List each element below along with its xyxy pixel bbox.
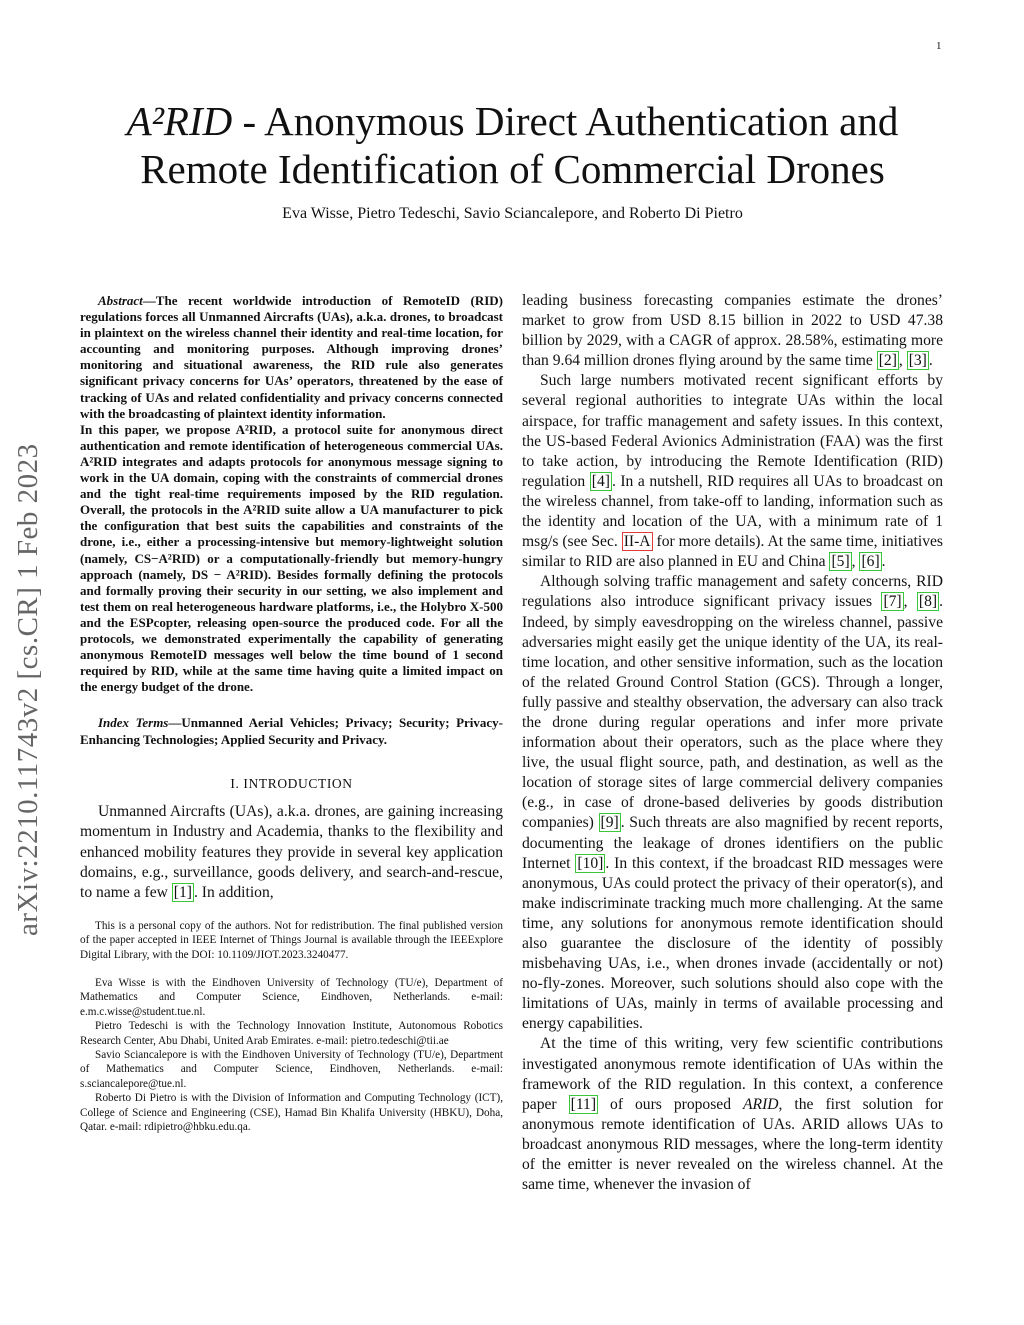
page-number: 1 xyxy=(936,40,942,52)
text-run: Such large numbers motivated recent significant efforts by several regional authorities to integrate UAs within the local airspace, for traffic management and safety issues. In this context, the US-based Federal Avionics Administration (FAA) was the first to take action, by introducing the Remote Identification (RID) regulation xyxy=(522,372,943,490)
body-paragraph-3 xyxy=(522,572,943,1034)
citation-link[interactable]: [1] xyxy=(173,883,192,901)
text-run: , the first solution for anonymous remote identification of UAs. ARID allows UAs to broadcast anonymous RID messages, where the long-term identity of the emitter is never revealed on the wireless channel. At the same time, whenever the invasion of xyxy=(522,1095,943,1194)
citation-link[interactable]: [4] xyxy=(591,472,610,490)
intro-text: Unmanned Aircrafts (UAs), a.k.a. drones, are gaining increasing momentum in Industry and Academia, thanks to the flexibility and enhanced mobility features they provide in several key application domains, e.g., surveillance, goods delivery, and search-and-rescue, to name a few xyxy=(80,803,503,901)
citation-link[interactable]: [9] xyxy=(600,814,619,832)
abstract-paragraph-1: —The recent worldwide introduction of RemoteID (RID) regulations forces all Unmanned Aircrafts (UAs), a.k.a. drones, to broadcast in plaintext on the wireless channel their identity and real-time location, for accounting and monitoring purposes. Although improving drones’ monitoring and situational awareness, the RID rule also generates significant privacy concerns for UAs’ operators, threatened by the ease of tracking of UAs and related confidentiality and privacy concerns connected with the broadcasting of plaintext identity information. xyxy=(80,293,503,421)
citation-link[interactable]: [2] xyxy=(878,352,897,370)
intro-paragraph-1 xyxy=(80,802,503,902)
text-run: . Indeed, by simply eavesdropping on the wireless channel, passive adversaries might easily get the unique identity of the UA, its real-time location, and other sensitive information, such as the location of the related Ground Control Station (GCS). Through a longer, fully passive and stealthy observation, the adversary can also track the drone during regular operations and infer more private information about their operators, such as the place where they live, the usual flight source, path, and destination, as well as the location of storage sites of large commercial delivery companies (e.g., in case of drone-based deliveries by goods distribution companies) xyxy=(522,593,943,832)
text-run: . xyxy=(881,553,886,571)
index-terms-label: Index Terms xyxy=(98,715,169,731)
text-run: for more details). At the same time, initiatives similar to RID are also planned in EU and China xyxy=(522,533,943,571)
paper-title xyxy=(90,97,935,193)
intro-text-end: . In addition, xyxy=(193,883,274,901)
text-run: . xyxy=(928,352,933,370)
text-run: At the time of this writing, very few scientific contributions investigated anonymous remote identification of UAs within the framework of the RID regulation. In this context, a conference paper xyxy=(522,1035,943,1113)
copy-notice: This is a personal copy of the authors. Not for redistribution. The final published version of the paper accepted in IEEE Internet of Things Journal is available through the IEEExplore Digital Library, with the DOI: 10.1109/JIOT.2023.3240477. xyxy=(80,919,503,961)
title-math: A²RID xyxy=(126,98,233,144)
index-terms xyxy=(80,715,503,748)
affiliation-dipietro: Roberto Di Pietro is with the Division of Information and Computing Technology (ICT), College of Science and Engineering (CSE), Hamad Bin Khalifa University (HBKU), Doha, Qatar. e-mail: rdipietro@hbku.edu.qa. xyxy=(80,1092,503,1134)
arid-emphasis: ARID xyxy=(743,1095,779,1113)
text-run: leading business forecasting companies estimate the drones’ market to grow from USD 8.15 billion in 2022 to USD 47.38 billion by 2029, with a CAGR of approx. 28.58%, estimating more than 9.64 million drones flying around by the same time xyxy=(522,292,943,370)
text-run: , xyxy=(898,352,907,370)
citation-link[interactable]: [6] xyxy=(861,553,880,571)
index-terms-text: —Unmanned Aerial Vehicles; Privacy; Security; Privacy-Enhancing Technologies; Applied Security and Privacy. xyxy=(80,715,503,747)
affiliation-wisse: Eva Wisse is with the Eindhoven University of Technology (TU/e), Department of Mathematics and Computer Science, Eindhoven, Netherlands. e-mail: e.m.c.wisse@student.tue.nl. xyxy=(80,977,503,1018)
arxiv-stamp: arXiv:2210.11743v2 [cs.CR] 1 Feb 2023 xyxy=(12,443,44,936)
right-column xyxy=(522,291,943,1195)
text-run: , xyxy=(851,553,860,571)
citation-link[interactable]: [5] xyxy=(831,553,850,571)
body-paragraph-2 xyxy=(522,371,943,572)
left-column xyxy=(80,293,503,1135)
text-run: Although solving traffic management and safety concerns, RID regulations also introduce significant privacy issues xyxy=(522,573,943,611)
title-line1: - Anonymous Direct Authentication and xyxy=(232,98,899,144)
abstract xyxy=(80,293,503,695)
section-reference-link[interactable]: II-A xyxy=(623,533,651,551)
abstract-paragraph-2: In this paper, we propose A²RID, a protocol suite for anonymous direct authentication and remote identification of heterogeneous commercial UAs. A²RID integrates and adapts protocols for anonymous message signing to work in the UA domain, coping with the constraints of commercial drones and the tight real-time requirements imposed by the RID regulation. Overall, the protocols in the A²RID suite allow a UA manufacturer to pick the configuration that best suits the capabilities and constraints of the drone, i.e., either a processing-intensive but memory-lightweight solution (namely, CS−A²RID) or a computationally-friendly but memory-hungry approach (namely, DS − A²RID). Besides formally defining the protocols and formally proving their security in our setting, we also implement and test them on real heterogeneous hardware platforms, i.e., the Holybro X-500 and the ESPcopter, releasing open-source the produced code. For all the protocols, we demonstrated experimentally the capability of generating anonymous RemoteID messages well below the time bound of 1 second required by RID, while at the same time having quite a limited impact on the energy budget of the drone. xyxy=(80,421,503,695)
affiliation-sciancalepore: Savio Sciancalepore is with the Eindhoven University of Technology (TU/e), Department of Mathematics and Computer Science, Eindhoven, Netherlands. e-mail: s.sciancalepore@tue.nl. xyxy=(80,1049,503,1090)
author-list: Eva Wisse, Pietro Tedeschi, Savio Sciancalepore, and Roberto Di Pietro xyxy=(282,205,743,222)
citation-link[interactable]: [7] xyxy=(883,593,902,611)
text-run: of ours proposed xyxy=(598,1095,744,1113)
text-run: , xyxy=(903,593,917,611)
text-run: . Such threats are also magnified by recent reports, documenting the leakage of drones identifiers on the public Internet xyxy=(522,814,943,872)
text-run: . In a nutshell, RID requires all UAs to broadcast on the wireless channel, from take-off to landing, information such as the identity and location of the UA, with a minimum rate of 1 msg/s (see Sec. xyxy=(522,472,943,551)
body-paragraph-4 xyxy=(522,1034,943,1195)
citation-link[interactable]: [3] xyxy=(908,352,927,370)
abstract-label: Abstract xyxy=(98,293,143,308)
title-line2: Remote Identification of Commercial Drones xyxy=(140,146,885,192)
section-heading-introduction: I. INTRODUCTION xyxy=(230,776,353,792)
citation-link[interactable]: [11] xyxy=(570,1095,597,1113)
citation-link[interactable]: [8] xyxy=(918,593,938,611)
footnotes xyxy=(80,919,503,1135)
body-paragraph-1 xyxy=(522,291,943,371)
text-run: . In this context, if the broadcast RID messages were anonymous, UAs could protect the privacy of their operator(s), and make indiscriminate tracking much more challenging. At the same time, any solutions for anonymous remote identification should also guarantee the disclosure of the identity of possibly misbehaving UAs, i.e., when drones invade (accidentally or not) no-fly-zones. Moreover, such solutions should also cope with the limitations of UAs, mainly in terms of available processing and energy capabilities. xyxy=(522,854,944,1033)
affiliation-tedeschi: Pietro Tedeschi is with the Technology Innovation Institute, Autonomous Robotics Research Center, Abu Dhabi, United Arab Emirates. e-mail: pietro.tedeschi@tii.ae xyxy=(80,1020,503,1047)
citation-link[interactable]: [10] xyxy=(577,854,604,872)
